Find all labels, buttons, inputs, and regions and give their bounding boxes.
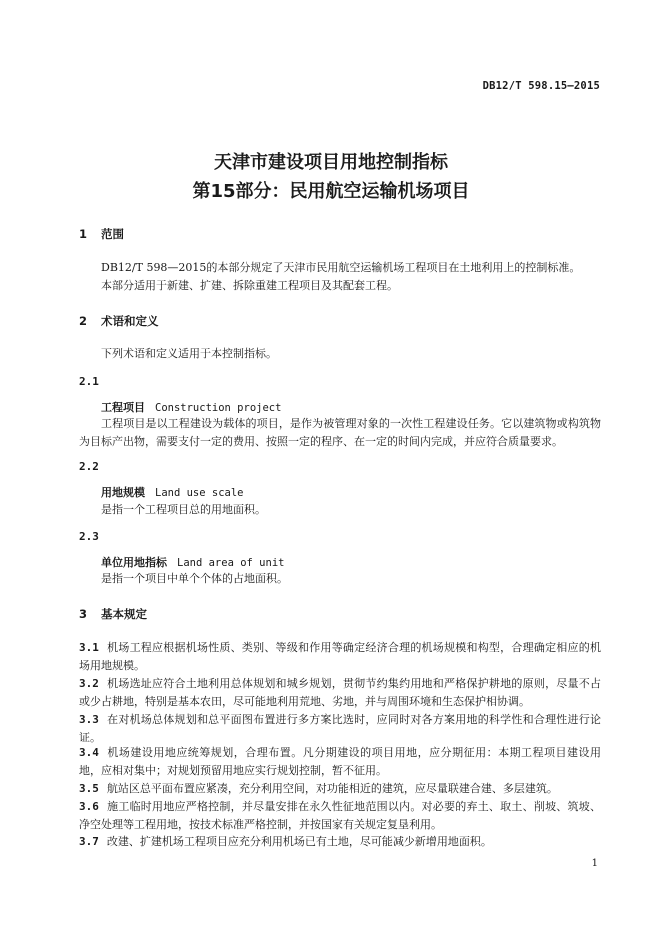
term-definition: 是指一个项目中单个个体的占地面积。 <box>101 572 288 585</box>
term-heading <box>101 554 284 570</box>
clause-text: 航站区总平面布置应紧凑，充分利用空间，对功能相近的建筑，应尽量联建合建、多层建筑。 <box>106 782 558 795</box>
clause-number: 3.6 <box>79 800 99 813</box>
scope-paragraph-2: 本部分适用于新建、扩建、拆除重建工程项目及其配套工程。 <box>101 279 398 292</box>
clause-3-5 <box>79 780 601 798</box>
clause-3-3 <box>79 711 601 746</box>
clause-number: 3.5 <box>79 782 99 795</box>
clause-3-7 <box>79 833 601 851</box>
section-heading-terms <box>79 313 159 329</box>
term-heading <box>101 484 244 500</box>
section-title: 术语和定义 <box>101 314 159 328</box>
clause-3-1 <box>79 639 601 674</box>
document-title-line-2: 第15部分：民用航空运输机场项目 <box>192 181 470 202</box>
term-number: 2.3 <box>79 530 99 543</box>
clause-3-4 <box>79 744 601 779</box>
term-number: 2.1 <box>79 375 99 388</box>
term-definition: 是指一个工程项目总的用地面积。 <box>101 503 266 516</box>
section-number: 2 <box>79 314 88 328</box>
term-english: Land area of unit <box>177 557 285 569</box>
section-number: 1 <box>79 227 88 241</box>
clause-number: 3.4 <box>79 746 99 759</box>
term-english: Construction project <box>155 402 282 414</box>
document-title-line-1: 天津市建设项目用地控制指标 <box>214 152 448 173</box>
term-name: 工程项目 <box>101 401 145 414</box>
page-number: 1 <box>591 858 598 869</box>
section-heading-basic-rules <box>79 606 147 622</box>
clause-number: 3.7 <box>79 835 99 848</box>
clause-number: 3.3 <box>79 713 99 726</box>
section-title: 基本规定 <box>101 607 148 621</box>
term-definition: 工程项目是以工程建设为载体的项目，是作为被管理对象的一次性工程建设任务。它以建筑物或构筑物为目标产出物，需要支付一定的费用、按照一定的程序、在一定的时间内完成，并应符合质量要求。 <box>79 417 601 448</box>
clause-text: 施工临时用地应严格控制，并尽量安排在永久性征地范围以内。对必要的弃土、取土、削坡、筑坡、净空处理等工程用地，按技术标准严格控制，并按国家有关规定复垦利用。 <box>79 800 601 831</box>
term-heading <box>101 399 281 415</box>
clause-text: 改建、扩建机场工程项目应充分利用机场已有土地，尽可能减少新增用地面积。 <box>106 835 492 848</box>
terms-intro: 下列术语和定义适用于本控制指标。 <box>101 347 277 360</box>
clause-number: 3.2 <box>79 677 99 690</box>
term-name: 单位用地指标 <box>101 556 167 569</box>
clause-text: 机场工程应根据机场性质、类别、等级和作用等确定经济合理的机场规模和构型，合理确定相应的机场用地规模。 <box>79 641 601 672</box>
term-number: 2.2 <box>79 460 99 473</box>
standard-code: DB12/T 598.15—2015 <box>482 80 600 92</box>
section-title: 范围 <box>101 227 125 241</box>
clause-3-6 <box>79 798 601 833</box>
term-name: 用地规模 <box>101 486 145 499</box>
term-english: Land use scale <box>155 487 244 499</box>
clause-number: 3.1 <box>79 641 99 654</box>
clause-text: 机场选址应符合土地利用总体规划和城乡规划，贯彻节约集约用地和严格保护耕地的原则，尽量不占或少占耕地，特别是基本农田，尽可能地利用荒地、劣地，并与周围环境和生态保护相协调。 <box>79 677 601 708</box>
section-number: 3 <box>79 607 88 621</box>
clause-3-2 <box>79 675 601 710</box>
section-heading-scope <box>79 226 124 242</box>
clause-text: 在对机场总体规划和总平面图布置进行多方案比选时，应同时对各方案用地的科学性和合理性进行论证。 <box>79 713 601 744</box>
scope-paragraph-1: DB12/T 598—2015的本部分规定了天津市民用航空运输机场工程项目在土地利用上的控制标准。 <box>101 261 581 274</box>
clause-text: 机场建设用地应统筹规划，合理布置。凡分期建设的项目用地，应分期征用：本期工程项目建设用地，应相对集中；对规划预留用地应实行规划控制，暂不征用。 <box>79 746 601 777</box>
